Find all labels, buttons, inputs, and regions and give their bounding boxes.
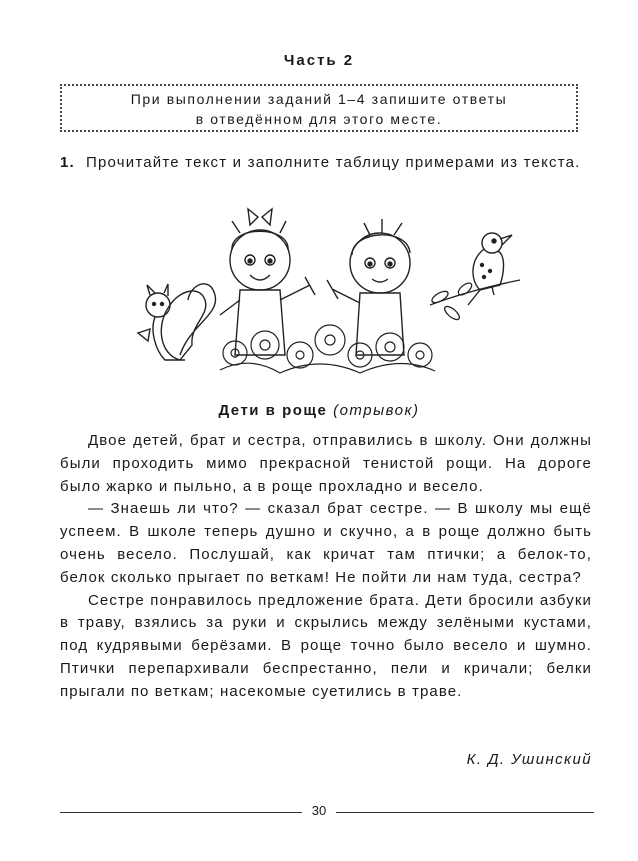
squirrel-icon (138, 284, 216, 360)
story-title-subtitle: (отрывок) (333, 402, 420, 419)
branch-icon (430, 280, 520, 322)
instruction-line-2: в отведённом для этого месте. (195, 111, 443, 127)
story-title (0, 402, 638, 419)
task-number: 1. (60, 154, 75, 171)
story-author: К. Д. Ушинский (466, 751, 592, 768)
story-paragraph-2: — Знаешь ли что? — сказал брат сестре. — В школу мы ещё успеем. В школе теперь душно и скучно, а в роще должно быть очень весело. Послушай, как кричат там птички; а белок-то, белок сколько прыгает по веткам! Не пойти ли нам туда, сестра? (60, 500, 592, 586)
page-number: 30 (311, 803, 327, 818)
task-text: Прочитайте текст и заполните таблицу примерами из текста. (86, 154, 581, 171)
girl-icon (220, 209, 315, 355)
instruction-line-1: При выполнении заданий 1–4 запишите ответы (130, 91, 508, 107)
task-1 (60, 153, 590, 173)
part-title: Часть 2 (283, 52, 355, 69)
instruction-box (60, 84, 578, 132)
bird-icon (468, 233, 512, 305)
story-title-main: Дети в роще (218, 402, 328, 419)
story-paragraph-1: Двое детей, брат и сестра, отправились в школу. Они должны были проходить мимо прекрасной тенистой рощи. На дороге было жарко и пыльно, а в роще прохладно и весело. (60, 432, 592, 495)
illustration (120, 205, 530, 385)
story-text (60, 430, 592, 704)
story-paragraph-3: Сестре понравилось предложение брата. Дети бросили азбуки в траву, взялись за руки и скрылись между зелёными кустами, под кудрявыми берёзами. В роще точно было весело и шумно. Птички перепархивали беспрестанно, пели и кричали; белки прыгали по веткам; насекомые суетились в траве. (60, 591, 592, 700)
